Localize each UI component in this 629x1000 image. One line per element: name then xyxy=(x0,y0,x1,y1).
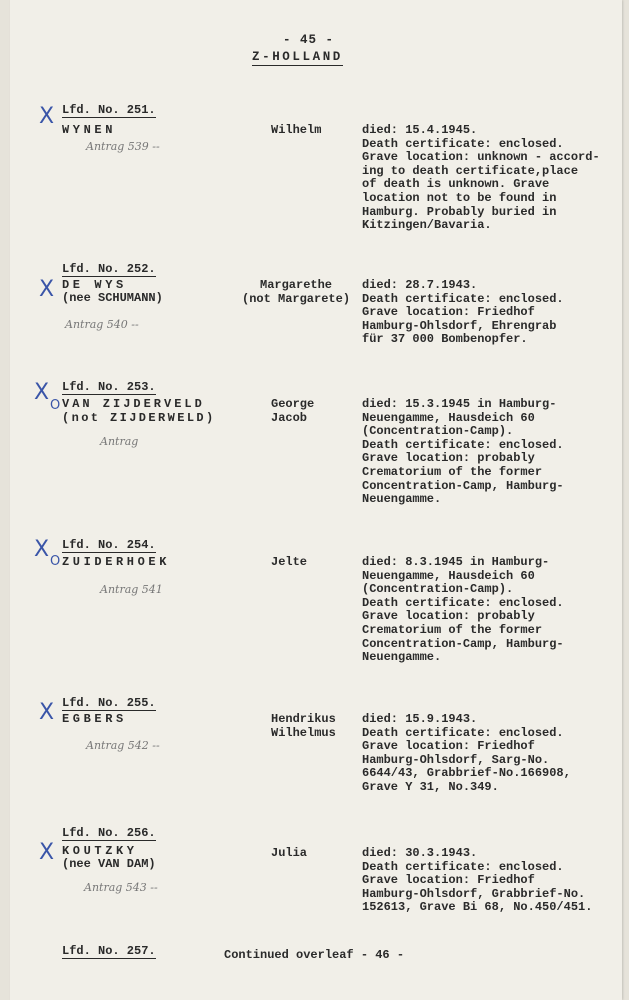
entry-given-name: Hendrikus Wilhelmus xyxy=(271,712,336,740)
entry-ref: Lfd. No. 251. xyxy=(62,103,156,117)
hand-mark-x: X xyxy=(39,700,55,725)
entry-details: died: 8.3.1945 in Hamburg- Neuengamme, Hausdeich 60 (Concentration-Camp). Death certificate: enclosed. Grave location: probably Crematorium of the former Concentration-Camp, Hamburg- Neuengamme. xyxy=(362,555,564,665)
entry-ref: Lfd. No. 253. xyxy=(62,380,156,394)
entry-details: died: 30.3.1943. Death certificate: enclosed. Grave location: Friedhof Hamburg-Ohlsdorf, Grabbrief-No. 152613, Grave Bi 68, No.450/451. xyxy=(362,846,593,915)
pencil-annotation: Antrag 543 -- xyxy=(84,881,158,894)
entry-surname: ZUIDERHOEK xyxy=(62,555,171,569)
hand-mark-x: X xyxy=(39,277,55,302)
entry-ref: Lfd. No. 255. xyxy=(62,696,156,710)
entry-details: died: 15.3.1945 in Hamburg- Neuengamme, Hausdeich 60 (Concentration-Camp). Death certificate: enclosed. Grave location: probably Crematorium of the former Concentration-Camp, Hamburg- Neuengamme. xyxy=(362,397,564,507)
hand-mark-x: X xyxy=(34,380,50,405)
entry-name-note: (nee SCHUMANN) xyxy=(62,291,163,305)
pencil-annotation: Antrag 541 xyxy=(100,583,163,596)
hand-mark-o: O xyxy=(50,398,61,413)
entry-name-note: (not ZIJDERWELD) xyxy=(62,411,216,425)
entry-surname: WYNEN xyxy=(62,123,117,137)
entry-details: died: 15.9.1943. Death certificate: enclosed. Grave location: Friedhof Hamburg-Ohlsdorf, Sarg-No. 6644/43, Grabbrief-No.166908, Grave Y 31, No.349. xyxy=(362,712,571,794)
hand-mark-x: X xyxy=(34,537,50,562)
continued-overleaf: Continued overleaf - 46 - xyxy=(224,948,405,962)
entry-name-note: (nee VAN DAM) xyxy=(62,857,156,871)
entry-surname: KOUTZKY xyxy=(62,844,138,858)
pencil-annotation: Antrag 539 -- xyxy=(86,140,160,153)
entry-given-name: Margarethe (not Margarete) xyxy=(242,278,351,306)
entry-ref: Lfd. No. 254. xyxy=(62,538,156,552)
entry-details: died: 28.7.1943. Death certificate: enclosed. Grave location: Friedhof Hamburg-Ohlsdorf, Ehrengrab für 37 000 Bombenopfer. xyxy=(362,278,564,347)
footer-ref: Lfd. No. 257. xyxy=(62,944,156,958)
entry-surname: EGBERS xyxy=(62,712,127,726)
entry-given-name: Jelte xyxy=(271,555,308,569)
hand-mark-x: X xyxy=(39,840,55,865)
entry-ref: Lfd. No. 256. xyxy=(62,826,156,840)
entry-given-name: Julia xyxy=(271,846,308,860)
page-title: Z-HOLLAND xyxy=(252,50,343,64)
entry-details: died: 15.4.1945. Death certificate: enclosed. Grave location: unknown - accord- ing to death certificate,place of death is unknown. Grave location not to be found in Hamburg. Probably buried in Kitzingen/Bavaria. xyxy=(362,123,600,233)
entry-given-name: Wilhelm xyxy=(271,123,322,137)
entry-given-name: George Jacob xyxy=(271,397,315,425)
hand-mark-x: X xyxy=(39,104,55,129)
pencil-annotation: Antrag 540 -- xyxy=(65,318,139,331)
hand-mark-o: O xyxy=(50,554,61,569)
entry-ref: Lfd. No. 252. xyxy=(62,262,156,276)
pencil-annotation: Antrag xyxy=(100,435,139,448)
page-number: - 45 - xyxy=(283,33,335,47)
pencil-annotation: Antrag 542 -- xyxy=(86,739,160,752)
entry-surname: VAN ZIJDERVELD xyxy=(62,397,205,411)
entry-surname: DE WYS xyxy=(62,278,127,292)
